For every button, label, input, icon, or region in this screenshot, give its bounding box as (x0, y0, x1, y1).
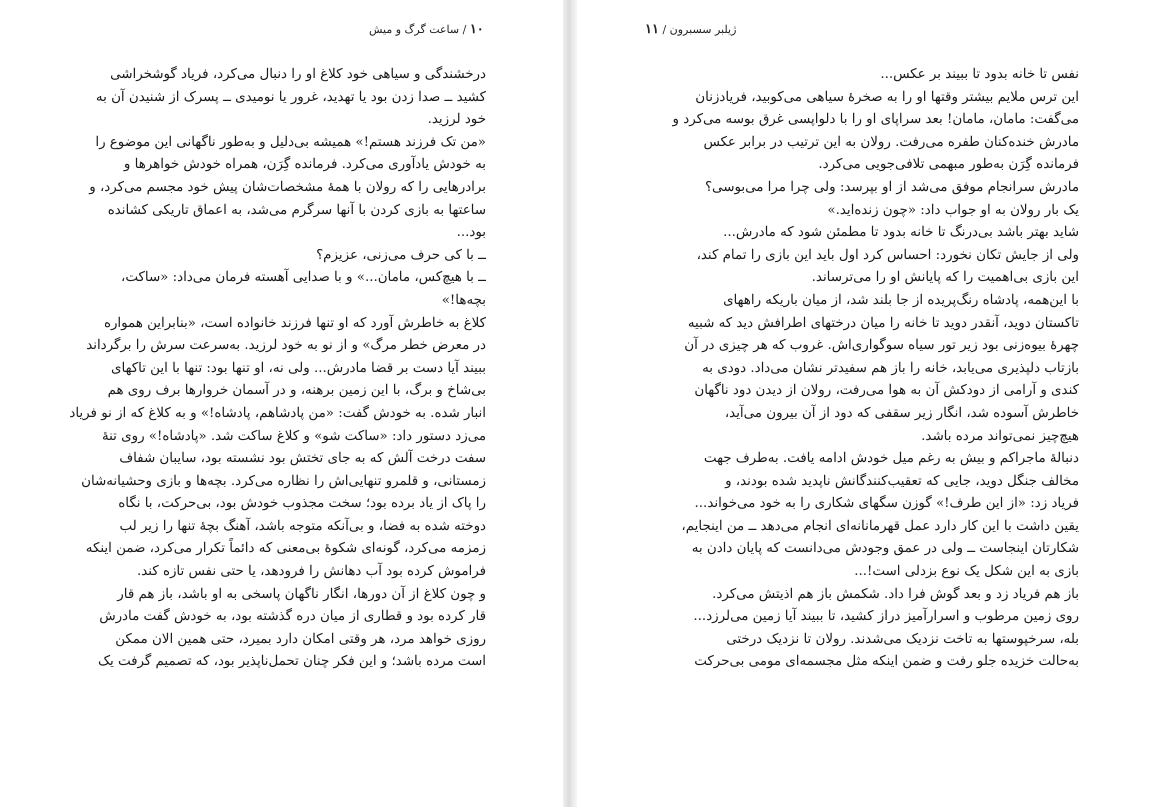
left-header-separator: / (459, 23, 470, 36)
text-line: زمزمه می‌کرد، گونه‌ای شکوهٔ بی‌معنی که دائماً تکرار می‌کرد، ضمن اینکه (85, 541, 486, 557)
text-line: است مرده باشد؛ و این فکر چنان تحمل‌ناپذیر بود، که تصمیم گرفت یک (97, 654, 486, 670)
text-line: دوخته شده به فضا، و بی‌آنکه متوجه باشد، آهنگ بچهٔ تنها را زیر لب (119, 518, 486, 534)
text-line: مادرش سرانجام موفق می‌شد از او بپرسد: ولی چرا مرا می‌بوسی؟ (704, 179, 1079, 195)
left-page (0, 0, 563, 807)
text-line: بود... (456, 225, 486, 241)
text-line: فریاد زد: «از این طرف!» گوزن سگهای شکاری را به خود می‌خواند... (694, 496, 1079, 512)
text-line: کندی و آرامی از دودکش آن به هوا می‌رفت، رولان از دیدن دود ناگهان (694, 383, 1079, 399)
text-line: انبار شده. به خودش گفت: «من پادشاهم، پادشاه!» و به کلاغ که از نو فریاد (69, 405, 486, 421)
text-line: برادرهایی را که رولان با همهٔ مشخصات‌شان پیش خود مجسم می‌کرد، و (89, 179, 486, 195)
text-line: چهرهٔ بیوه‌زنی بود زیر تور سیاه سوگواری‌اش. غروب که هر چیزی در آن (684, 338, 1079, 354)
text-line: هیچ‌چیز نمی‌تواند مرده باشد. (921, 428, 1079, 444)
text-line: بله، سرخپوستها به تاخت نزدیک می‌شدند. رولان تا نزدیک درختی (726, 631, 1079, 647)
text-line: یقین داشت با این کار دارد عمل قهرمانانه‌ای انجام می‌دهد ــ من اینجایم، (681, 518, 1079, 534)
text-line: بازی به این شکل یک نوع بزدلی است!... (854, 564, 1079, 580)
right-page-body (657, 64, 1079, 674)
text-line: مادرش خنده‌کنان طفره می‌رفت. رولان به این ترتیب در برابر عکس (703, 134, 1079, 150)
right-page-header (645, 22, 736, 38)
text-line: ولی از جایش تکان نخورد: احساس کرد اول باید این بازی را تمام کند، (696, 247, 1079, 263)
text-line: کلاغ به خاطرش آورد که او تنها فرزند خانواده است، «بنابراین همواره (103, 315, 486, 331)
text-line: زمستانی، و قلمرو تنهایی‌اش را نظاره می‌کرد. بچه‌ها و بازی وحشیانه‌شان (81, 473, 486, 489)
text-line: بی‌شاخ و برگ، با این زمین برهنه، و در آسمان خروارها برف روی هم (107, 383, 486, 399)
text-line: باز هم فریاد زد و بعد گوش فرا داد. شکمش باز هم اذیتش می‌کرد. (712, 586, 1079, 602)
left-page-number: ۱۰ (469, 22, 484, 37)
text-line: خاطرش آسوده شد، انگار زیر سقفی که دود از آن بیرون می‌آید، (724, 405, 1079, 421)
text-line: به خودش یادآوری می‌کرد. فرمانده گِرَن، همراه خودش خواهرها و (123, 157, 486, 173)
text-line: شاید بهتر باشد بی‌درنگ تا خانه بدود تا مطمئن شود که مادرش... (723, 225, 1079, 241)
left-running-title: ساعت گرگ و میش (369, 23, 460, 36)
right-running-title: ژیلبر سسبرون (669, 23, 737, 36)
text-line: درخشندگی و سیاهی خود کلاغ او را دنبال می‌کرد، فریاد گوشخراشی (110, 67, 486, 82)
right-header-separator: / (658, 23, 670, 36)
text-line: بازتاب دلپذیری می‌یابد، خانه را باز هم سفیدتر نشان می‌داد. دودی به (702, 360, 1079, 376)
text-line: در معرض خطر مرگ» و از نو به خود لرزید. به‌سرعت سرش را برگرداند (86, 338, 486, 354)
text-line: ــ با هیچ‌کس، مامان...» و با صدایی آهسته فرمان می‌داد: «ساکت، (121, 270, 486, 286)
text-line: تاکستان دوید، آنقدر دوید تا خانه را میان درختهای اطرافش دید که شبیه (687, 315, 1079, 331)
right-page-number: ۱۱ (645, 22, 659, 37)
text-line: مخالف جنگل دوید، جایی که تعقیب‌کنندگانش ناپدید شده بودند، و (725, 473, 1079, 489)
right-page (577, 0, 1158, 807)
text-line: «من تک فرزند هستم!» همیشه بی‌دلیل و به‌طور ناگهانی این موضوع را (95, 134, 486, 150)
text-line: سفت درخت آلش که به جای تختش بود نشسته بود، سایبان شفاف (119, 451, 486, 467)
text-line: روی زمین مرطوب و اسرارآمیز دراز کشید، تا ببیند آیا زمین می‌لرزد... (693, 609, 1079, 625)
text-line: ببیند آیا دست بر قضا مادرش... ولی نه، او تنها بود: تنها با این تاکهای (111, 360, 486, 376)
book-gutter (563, 0, 577, 807)
text-line: به‌حالت خزیده جلو رفت و ضمن اینکه مثل مجسمه‌ای مومی بی‌حرکت (694, 654, 1079, 670)
text-line: و چون کلاغ از آن دورها، انگار ناگهان پاسخی به او باشد، باز هم قار (117, 586, 486, 602)
text-line: روزی خواهد مرد، هر وقتی امکان دارد بمیرد، حتی همین الان ممکن (115, 631, 486, 647)
text-line: ــ با کی حرف می‌زنی، عزیزم؟ (316, 247, 486, 263)
text-line: بچه‌ها!» (441, 292, 486, 308)
text-line: می‌زد دستور داد: «ساکت شو» و کلاغ ساکت شد. «پادشاه!» روی تنهٔ (101, 428, 486, 444)
left-page-body (44, 64, 486, 674)
text-line: فراموش کرده بود آب دهانش را فرودهد، یا حتی نفس تازه کند. (136, 564, 486, 580)
text-line: را پاک از یاد برده بود؛ سخت مجذوب خودش بود، بی‌حرکت، با نگاه (118, 496, 486, 512)
text-line: دنبالهٔ ماجراکم و بیش به رغم میل خودش ادامه یافت. به‌طرف جهت (703, 451, 1079, 467)
text-line: کشید ــ صدا زدن بود یا تهدید، غرور یا نومیدی ــ پسرک از شنیدن آن به (95, 89, 486, 105)
text-line: نفس تا خانه بدود تا ببیند بر عکس... (880, 67, 1079, 82)
text-line: قار کرده بود و قطاری از میان دره گذشته بود، به خودش گفت مادرش (99, 609, 486, 625)
text-line: با این‌همه، پادشاه رنگ‌پریده از جا بلند شد، از میان باریکه راههای (723, 292, 1079, 308)
text-line: ساعتها به بازی کردن با آنها سرگرم می‌شد، به اعماق تاریکی کشانده (107, 202, 486, 218)
text-line: خود لرزید. (427, 112, 486, 128)
left-page-header (369, 22, 484, 38)
text-line: فرمانده گِرَن به‌طور مبهمی تلافی‌جویی می‌کرد. (818, 157, 1079, 173)
text-line: شکارتان اینجاست ــ ولی در عمق وجودش می‌دانست که پایان دادن به (691, 541, 1079, 557)
text-line: این ترس ملایم بیشتر وقتها او را به صخرهٔ سیاهی می‌کوبید، فریادزنان (695, 89, 1079, 105)
text-line: این بازی بی‌اهمیت را که پایانش او را می‌ترساند. (811, 270, 1079, 286)
text-line: یک بار رولان به او جواب داد: «چون زنده‌اید.» (827, 202, 1079, 218)
text-line: می‌گفت: مامان، مامان! بعد سراپای او را با دلواپسی غرق بوسه می‌کرد و (672, 112, 1079, 128)
